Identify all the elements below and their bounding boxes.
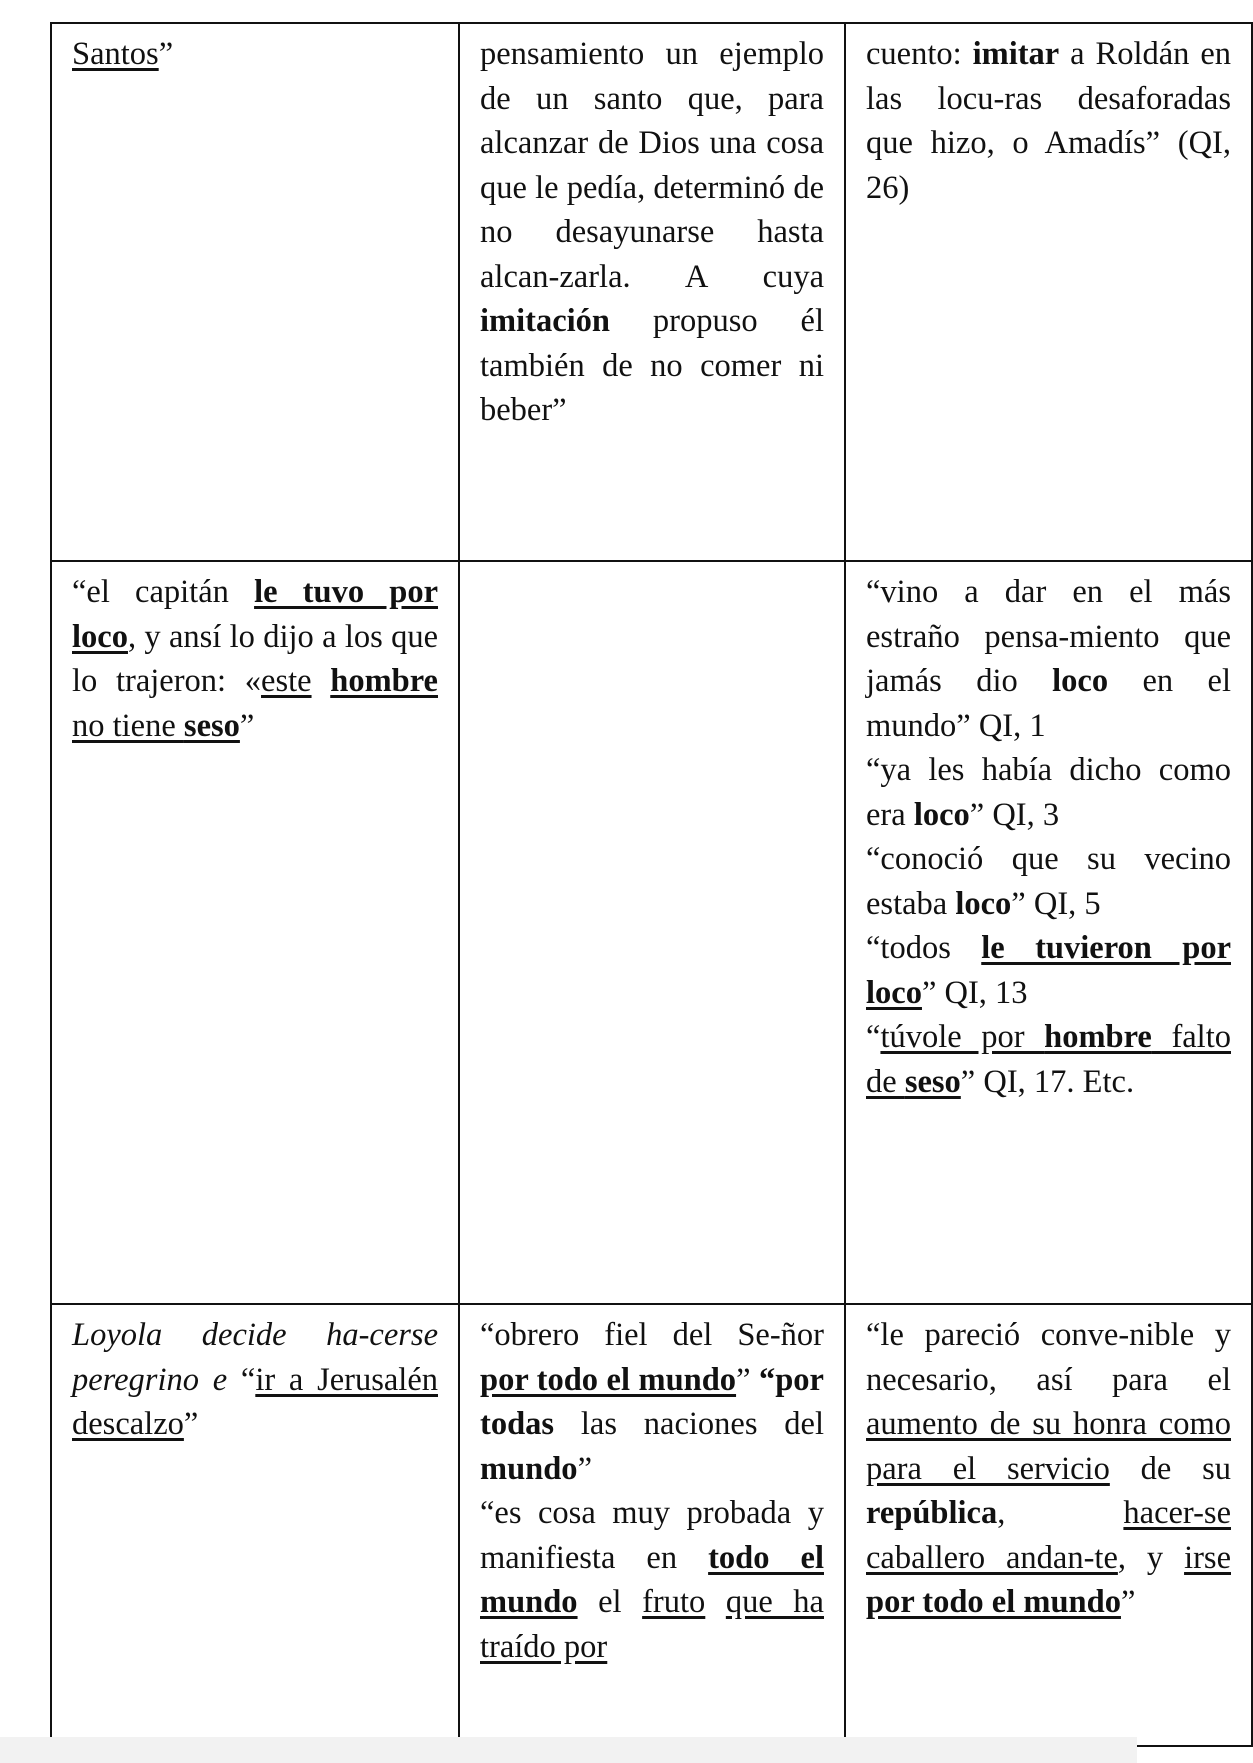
cell-text: Santos	[72, 36, 159, 72]
quote-line: “conoció que su vecino estaba loco” QI, 5	[866, 841, 1231, 922]
cell-text: cuento:	[866, 36, 973, 72]
cell-text-italic: Loyola decide ha-cerse peregrino e	[72, 1317, 438, 1398]
cell-text-bold: república	[866, 1495, 998, 1531]
table-cell: “le pareció conve-nible y necesario, así para el aumento de su honra como para el servicio de su república, hacer-se caballero andan-te, y irse por todo el mundo”	[845, 1304, 1252, 1746]
cell-text: a Roldán en las locu-ras desaforadas que hizo, o Amadís” (QI, 26)	[866, 36, 1231, 206]
table-cell	[459, 1304, 845, 1746]
cell-text: ”	[158, 36, 174, 72]
cell-text-underlined: no tiene	[72, 707, 184, 744]
table-cell	[51, 23, 459, 561]
table-cell	[845, 23, 1252, 561]
table-cell	[51, 561, 459, 1304]
cell-text-underlined: ir a Jerusalén descalzo	[72, 1361, 438, 1442]
cell-text-bold: le tuvo por loco	[72, 574, 439, 655]
quote-line: “todos le tuvieron por loco” QI, 13	[866, 930, 1231, 1011]
page-bottom-strip	[0, 1737, 1137, 1763]
cell-text-bold: hombre	[330, 663, 438, 699]
table-row	[51, 23, 1252, 561]
cell-text-bold: imitar	[972, 36, 1060, 72]
cell-text-bold: seso	[183, 707, 240, 744]
cell-text: “el capitán	[72, 574, 255, 610]
cell-text-underlined: este	[261, 663, 312, 699]
table-cell	[459, 23, 845, 561]
cell-text: “	[227, 1361, 256, 1398]
quote-line: “obrero fiel del Se-ñor por todo el mundo” “por todas las naciones del mundo”	[480, 1317, 824, 1487]
quote-line: “es cosa muy probada y manifiesta en todo el mundo el fruto que ha traído por	[480, 1495, 824, 1665]
cell-text: pensamiento un ejemplo de un santo que, para alcanzar de Dios una cosa que le pedía, determinó de no desayunarse hasta alcan-zarla. A cuya	[480, 36, 824, 295]
quote-line: “túvole por hombre falto de seso” QI, 17. Etc.	[866, 1019, 1231, 1100]
table-cell	[845, 561, 1252, 1304]
comparison-table	[50, 22, 1253, 1747]
cell-text: , y ansí lo dijo a los que lo trajeron: «	[72, 618, 438, 699]
cell-text-bold: imitación	[480, 303, 610, 339]
table-row	[51, 1304, 1252, 1746]
table-cell	[459, 561, 845, 1304]
quote-line: “vino a dar en el más estraño pensa-miento que jamás dio loco en el mundo” QI, 1	[866, 574, 1231, 744]
cell-text: propuso él también de no comer ni beber”	[480, 303, 824, 428]
table-row	[51, 561, 1252, 1304]
cell-text-underlined: hacer-se caballero andan-te	[866, 1495, 1231, 1576]
cell-text-underlined: aumento de su honra como para el servicio	[866, 1406, 1231, 1487]
table-cell	[51, 1304, 459, 1746]
quote-line: “ya les había dicho como era loco” QI, 3	[866, 752, 1231, 833]
cell-text: ”	[183, 1406, 199, 1442]
cell-text: ”	[239, 707, 255, 744]
